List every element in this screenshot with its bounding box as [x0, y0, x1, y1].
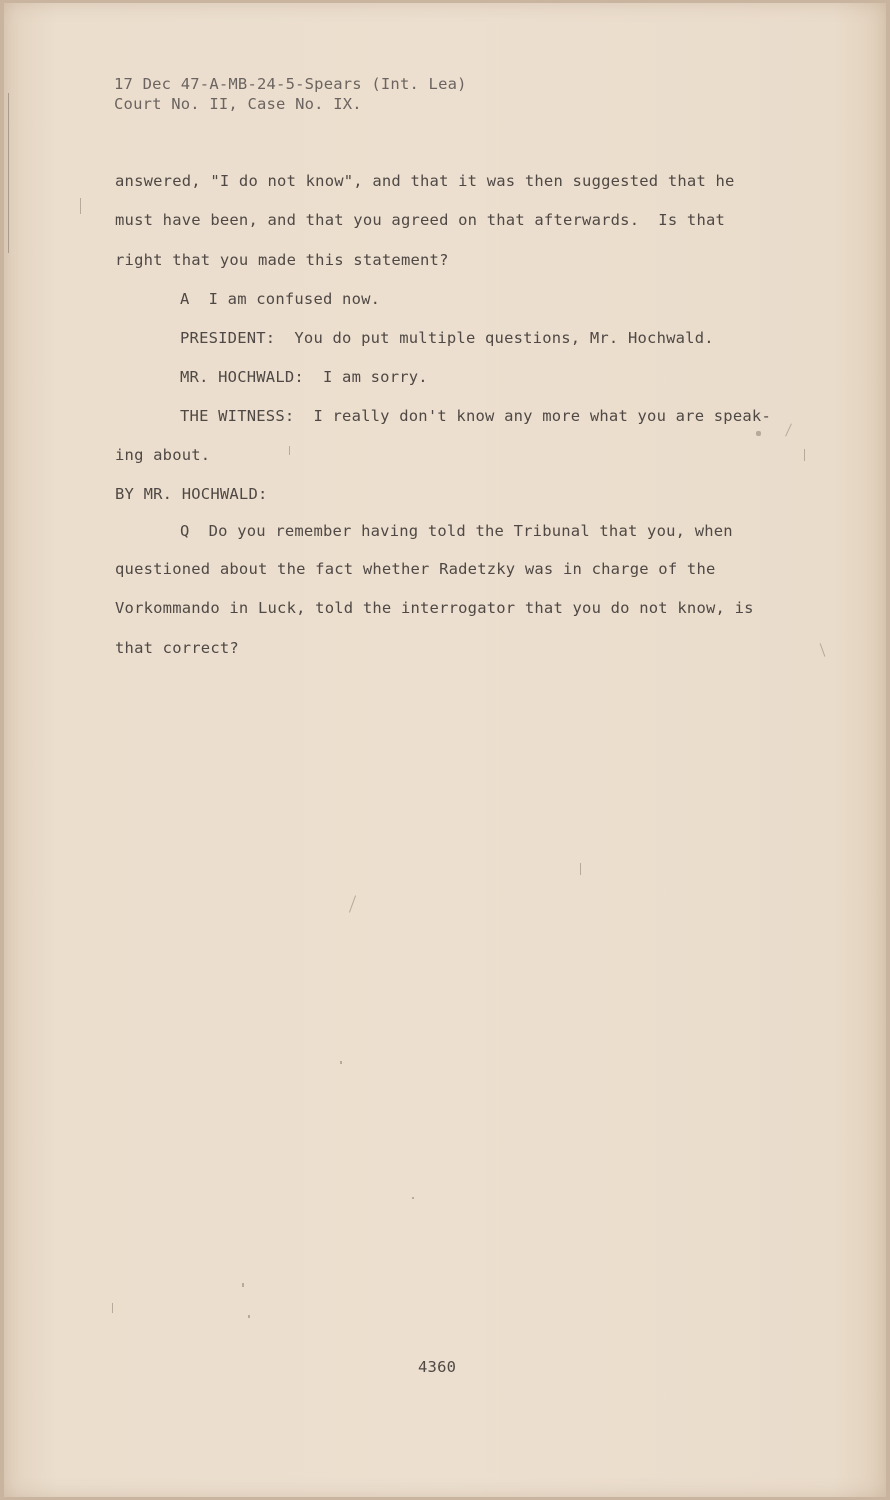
examiner-heading: BY MR. HOCHWALD:: [115, 485, 268, 503]
answer-line: A I am confused now.: [180, 290, 381, 308]
paper-speck: [289, 446, 290, 455]
header-line-1: 17 Dec 47-A-MB-24-5-Spears (Int. Lea): [114, 75, 467, 93]
paper-speck: [580, 863, 581, 875]
paper-speck: [820, 643, 826, 656]
paper-speck: [242, 1283, 244, 1287]
body-line: answered, "I do not know", and that it was then suggested that he: [115, 172, 735, 190]
paper-speck: [248, 1315, 250, 1318]
question-line: Q Do you remember having told the Tribunal that you, when: [180, 522, 733, 540]
page-number: 4360: [418, 1358, 457, 1376]
paper-edge-mark: [8, 93, 9, 253]
body-line: Vorkommando in Luck, told the interrogator that you do not know, is: [115, 599, 754, 617]
paper-speck: [785, 423, 792, 436]
paper-speck: [756, 431, 761, 436]
paper-speck: [80, 198, 81, 214]
body-line: questioned about the fact whether Radetzky was in charge of the: [115, 560, 716, 578]
paper-speck: [340, 1061, 342, 1064]
body-line: right that you made this statement?: [115, 251, 449, 269]
body-line: that correct?: [115, 639, 239, 657]
paper-speck: [412, 1197, 414, 1199]
document-page: [4, 3, 886, 1497]
paper-speck: [804, 449, 805, 461]
paper-speck: [112, 1303, 113, 1313]
counsel-line: MR. HOCHWALD: I am sorry.: [180, 368, 428, 386]
body-line: must have been, and that you agreed on that afterwards. Is that: [115, 211, 726, 229]
header-line-2: Court No. II, Case No. IX.: [114, 95, 362, 113]
witness-line: THE WITNESS: I really don't know any more what you are speak-: [180, 407, 771, 425]
paper-speck: [349, 895, 356, 912]
president-line: PRESIDENT: You do put multiple questions, Mr. Hochwald.: [180, 329, 714, 347]
body-line: ing about.: [115, 446, 211, 464]
